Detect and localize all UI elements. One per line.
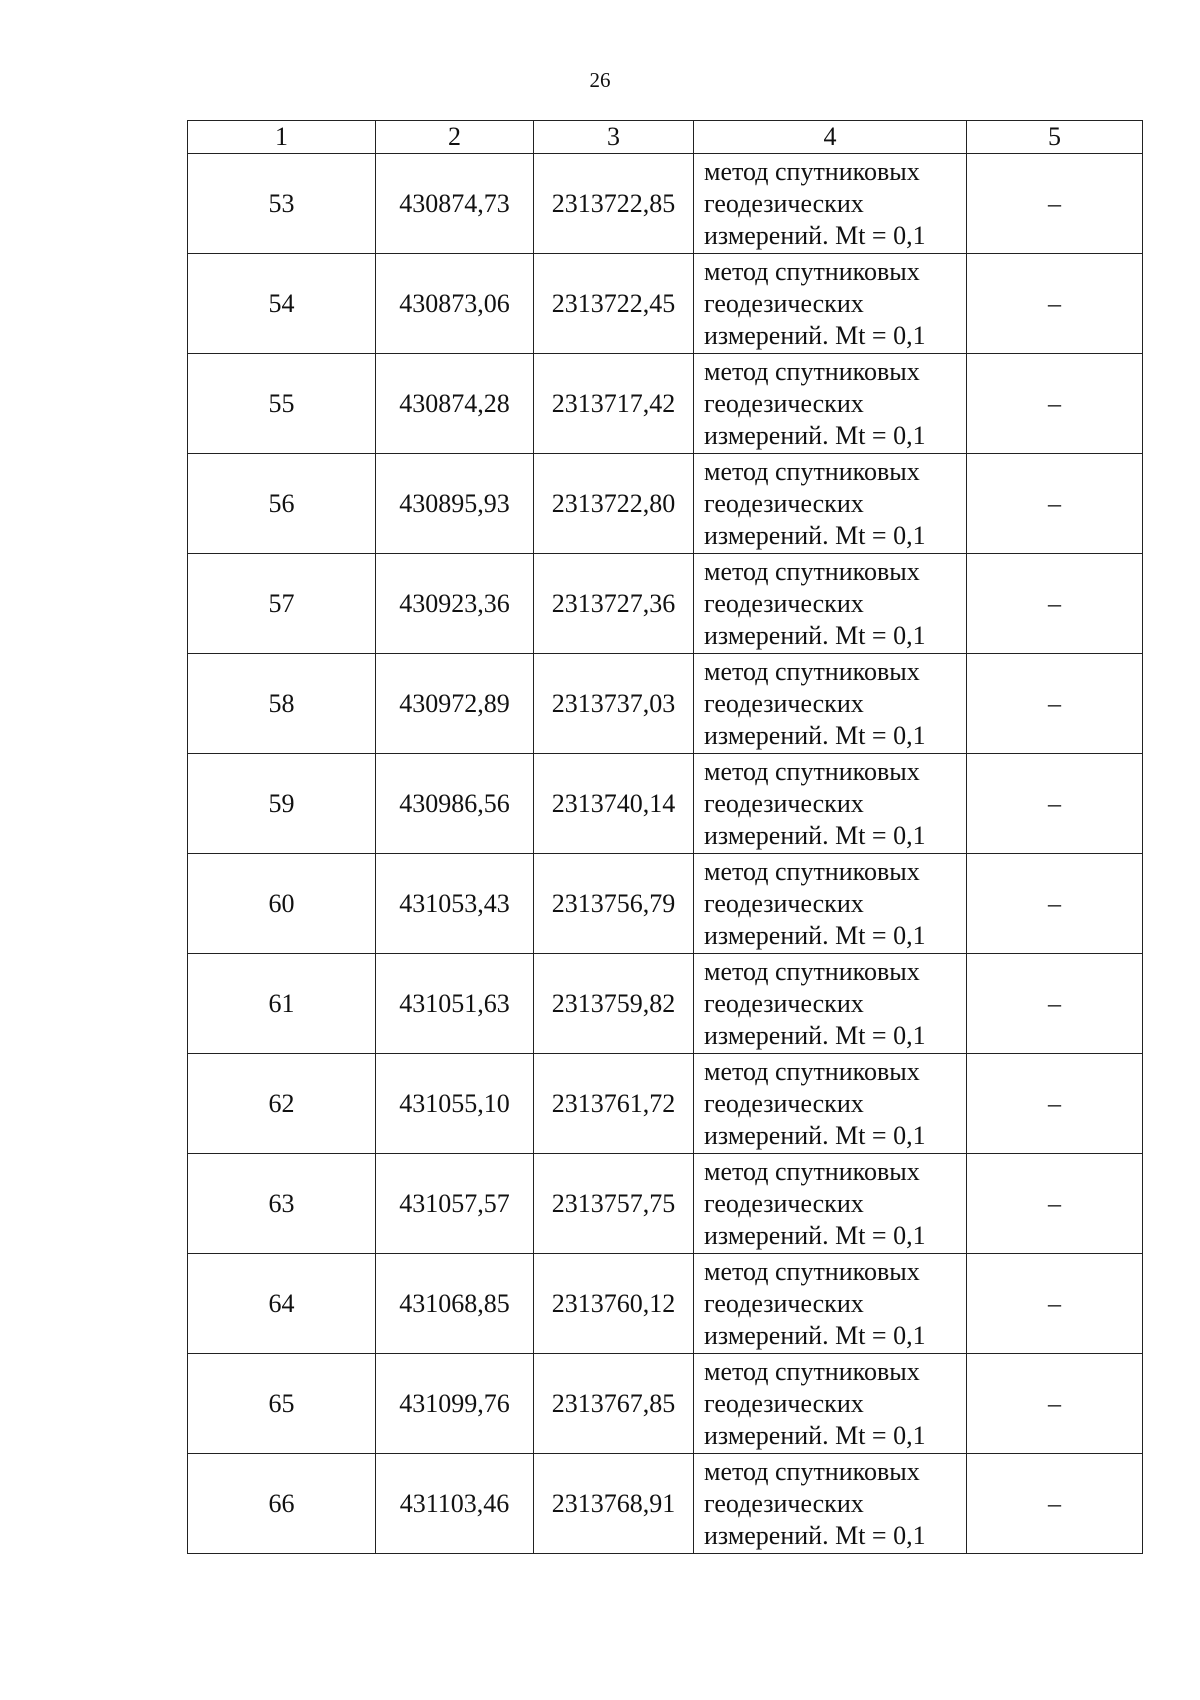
method-line: измерений. Mt = 0,1	[704, 1420, 926, 1450]
point-number-cell: 66	[188, 1454, 376, 1554]
table-row	[188, 1454, 1143, 1554]
note-cell: –	[967, 954, 1143, 1054]
method-line: измерений. Mt = 0,1	[704, 620, 926, 650]
y-coordinate-cell: 2313760,12	[534, 1254, 694, 1354]
point-number-cell: 63	[188, 1154, 376, 1254]
y-coordinate-cell: 2313761,72	[534, 1054, 694, 1154]
y-coordinate-cell: 2313759,82	[534, 954, 694, 1054]
note-cell: –	[967, 1154, 1143, 1254]
y-coordinate-cell: 2313757,75	[534, 1154, 694, 1254]
method-line: метод спутниковых	[704, 956, 920, 986]
method-line: метод спутниковых	[704, 556, 920, 586]
note-cell: –	[967, 454, 1143, 554]
method-line: метод спутниковых	[704, 856, 920, 886]
y-coordinate-cell: 2313717,42	[534, 354, 694, 454]
y-coordinate-cell: 2313737,03	[534, 654, 694, 754]
table-row	[188, 954, 1143, 1054]
method-cell	[694, 154, 967, 254]
point-number-cell: 58	[188, 654, 376, 754]
x-coordinate-cell: 431068,85	[376, 1254, 534, 1354]
method-line: геодезических	[704, 888, 864, 918]
y-coordinate-cell: 2313740,14	[534, 754, 694, 854]
note-cell: –	[967, 554, 1143, 654]
method-line: метод спутниковых	[704, 456, 920, 486]
x-coordinate-cell: 431051,63	[376, 954, 534, 1054]
point-number-cell: 59	[188, 754, 376, 854]
y-coordinate-cell: 2313722,85	[534, 154, 694, 254]
method-line: метод спутниковых	[704, 656, 920, 686]
method-line: метод спутниковых	[704, 1356, 920, 1386]
method-line: измерений. Mt = 0,1	[704, 320, 926, 350]
y-coordinate-cell: 2313768,91	[534, 1454, 694, 1554]
header-cell-3: 3	[534, 121, 694, 154]
table-row	[188, 1254, 1143, 1354]
x-coordinate-cell: 430923,36	[376, 554, 534, 654]
method-line: геодезических	[704, 288, 864, 318]
method-line: метод спутниковых	[704, 756, 920, 786]
point-number-cell: 65	[188, 1354, 376, 1454]
x-coordinate-cell: 430873,06	[376, 254, 534, 354]
method-line: метод спутниковых	[704, 356, 920, 386]
note-cell: –	[967, 1254, 1143, 1354]
header-cell-5: 5	[967, 121, 1143, 154]
note-cell: –	[967, 1354, 1143, 1454]
y-coordinate-cell: 2313727,36	[534, 554, 694, 654]
note-cell: –	[967, 1454, 1143, 1554]
method-line: измерений. Mt = 0,1	[704, 1520, 926, 1550]
table-row	[188, 454, 1143, 554]
point-number-cell: 61	[188, 954, 376, 1054]
method-line: геодезических	[704, 688, 864, 718]
x-coordinate-cell: 430972,89	[376, 654, 534, 754]
table-row	[188, 554, 1143, 654]
method-line: метод спутниковых	[704, 256, 920, 286]
point-number-cell: 55	[188, 354, 376, 454]
method-cell	[694, 454, 967, 554]
point-number-cell: 53	[188, 154, 376, 254]
method-line: измерений. Mt = 0,1	[704, 920, 926, 950]
note-cell: –	[967, 154, 1143, 254]
point-number-cell: 60	[188, 854, 376, 954]
table-header-row	[188, 121, 1143, 154]
x-coordinate-cell: 430874,73	[376, 154, 534, 254]
method-line: геодезических	[704, 1388, 864, 1418]
method-line: геодезических	[704, 488, 864, 518]
table-row	[188, 754, 1143, 854]
method-line: геодезических	[704, 1288, 864, 1318]
point-number-cell: 57	[188, 554, 376, 654]
method-cell	[694, 954, 967, 1054]
method-line: измерений. Mt = 0,1	[704, 1220, 926, 1250]
method-line: геодезических	[704, 188, 864, 218]
table-row	[188, 854, 1143, 954]
point-number-cell: 56	[188, 454, 376, 554]
y-coordinate-cell: 2313767,85	[534, 1354, 694, 1454]
method-line: геодезических	[704, 1488, 864, 1518]
method-line: измерений. Mt = 0,1	[704, 720, 926, 750]
method-cell	[694, 654, 967, 754]
method-cell	[694, 1254, 967, 1354]
method-line: геодезических	[704, 1088, 864, 1118]
method-line: измерений. Mt = 0,1	[704, 1020, 926, 1050]
method-line: метод спутниковых	[704, 1256, 920, 1286]
header-cell-4: 4	[694, 121, 967, 154]
x-coordinate-cell: 431099,76	[376, 1354, 534, 1454]
note-cell: –	[967, 354, 1143, 454]
method-cell	[694, 554, 967, 654]
x-coordinate-cell: 430895,93	[376, 454, 534, 554]
y-coordinate-cell: 2313756,79	[534, 854, 694, 954]
method-line: геодезических	[704, 388, 864, 418]
note-cell: –	[967, 854, 1143, 954]
point-number-cell: 62	[188, 1054, 376, 1154]
coordinates-table	[187, 120, 1143, 1554]
method-line: геодезических	[704, 1188, 864, 1218]
point-number-cell: 54	[188, 254, 376, 354]
x-coordinate-cell: 431055,10	[376, 1054, 534, 1154]
method-line: геодезических	[704, 988, 864, 1018]
method-cell	[694, 254, 967, 354]
table-row	[188, 254, 1143, 354]
method-line: измерений. Mt = 0,1	[704, 420, 926, 450]
method-cell	[694, 1454, 967, 1554]
table-row	[188, 1054, 1143, 1154]
note-cell: –	[967, 254, 1143, 354]
x-coordinate-cell: 431103,46	[376, 1454, 534, 1554]
method-line: метод спутниковых	[704, 1056, 920, 1086]
y-coordinate-cell: 2313722,80	[534, 454, 694, 554]
method-line: измерений. Mt = 0,1	[704, 520, 926, 550]
method-line: измерений. Mt = 0,1	[704, 820, 926, 850]
method-cell	[694, 754, 967, 854]
y-coordinate-cell: 2313722,45	[534, 254, 694, 354]
point-number-cell: 64	[188, 1254, 376, 1354]
note-cell: –	[967, 1054, 1143, 1154]
method-cell	[694, 854, 967, 954]
method-line: измерений. Mt = 0,1	[704, 1320, 926, 1350]
table-row	[188, 154, 1143, 254]
table-row	[188, 654, 1143, 754]
x-coordinate-cell: 430986,56	[376, 754, 534, 854]
x-coordinate-cell: 430874,28	[376, 354, 534, 454]
method-cell	[694, 1354, 967, 1454]
table-row	[188, 1154, 1143, 1254]
note-cell: –	[967, 654, 1143, 754]
x-coordinate-cell: 431053,43	[376, 854, 534, 954]
method-cell	[694, 1154, 967, 1254]
method-line: метод спутниковых	[704, 156, 920, 186]
method-line: измерений. Mt = 0,1	[704, 1120, 926, 1150]
header-cell-2: 2	[376, 121, 534, 154]
method-line: геодезических	[704, 588, 864, 618]
table-body	[188, 154, 1143, 1554]
table-row	[188, 1354, 1143, 1454]
method-line: метод спутниковых	[704, 1156, 920, 1186]
method-cell	[694, 1054, 967, 1154]
method-line: геодезических	[704, 788, 864, 818]
method-line: измерений. Mt = 0,1	[704, 220, 926, 250]
method-cell	[694, 354, 967, 454]
note-cell: –	[967, 754, 1143, 854]
method-line: метод спутниковых	[704, 1456, 920, 1486]
x-coordinate-cell: 431057,57	[376, 1154, 534, 1254]
header-cell-1: 1	[188, 121, 376, 154]
page-number: 26	[589, 68, 611, 92]
table-row	[188, 354, 1143, 454]
